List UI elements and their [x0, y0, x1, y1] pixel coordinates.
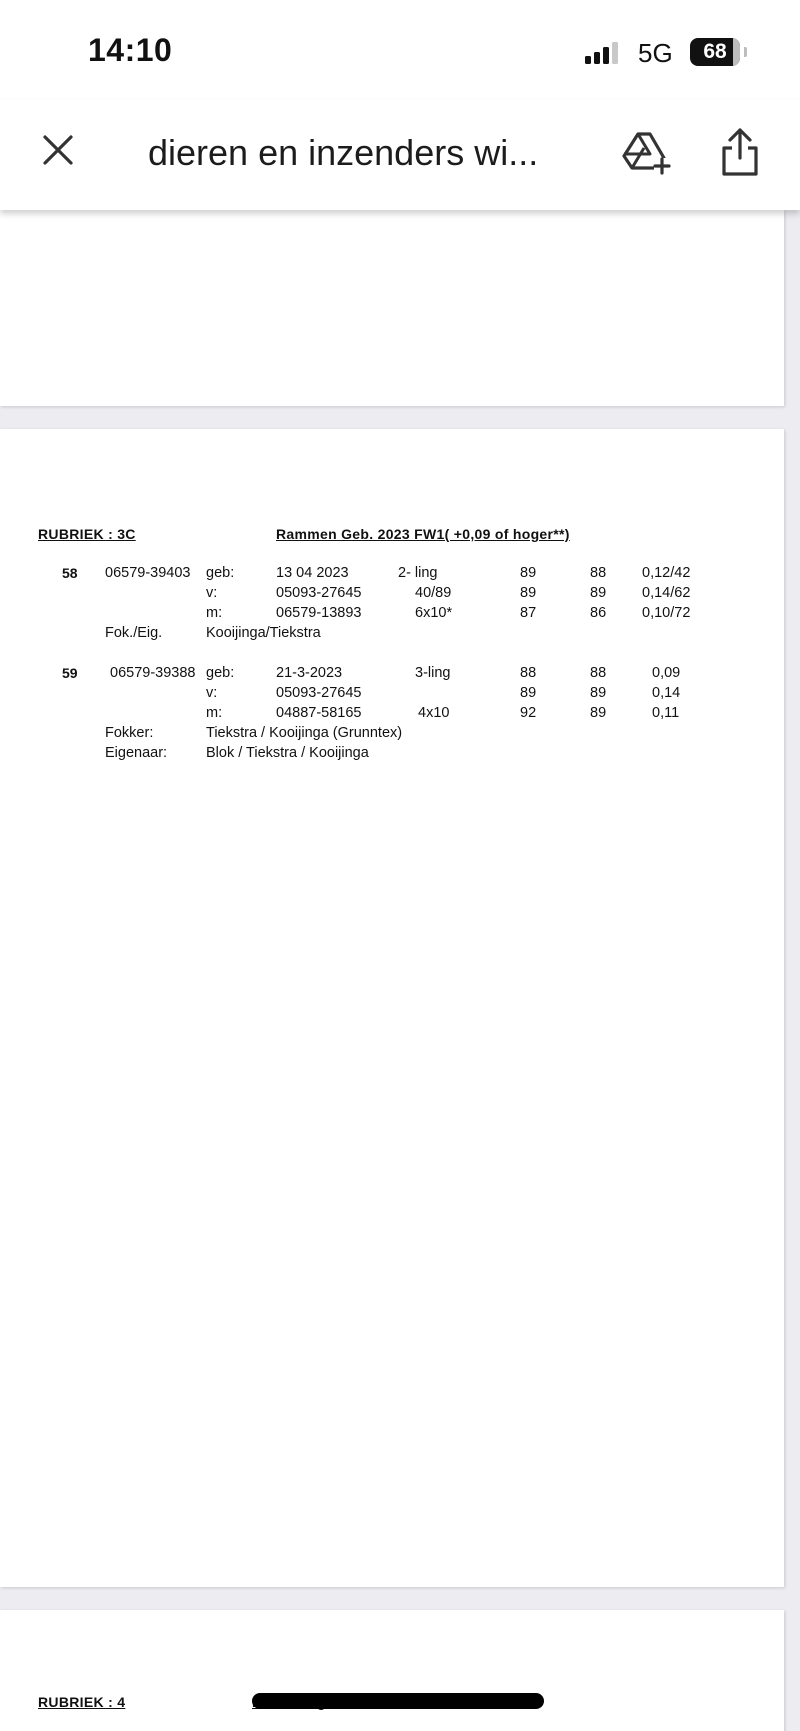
row-score-b: 88 [590, 565, 607, 581]
row-score-a: 92 [520, 705, 537, 721]
row-score-a: 89 [520, 585, 537, 601]
share-button[interactable] [718, 126, 762, 178]
top-app-bar [0, 100, 800, 210]
row-value: 0,12/42 [642, 565, 691, 581]
row-code: 04887-58165 [276, 705, 362, 721]
row-value: 0,10/72 [642, 605, 691, 621]
row-label: m: [206, 705, 223, 721]
add-to-drive-icon [620, 128, 672, 176]
row-code: 21-3-2023 [276, 665, 343, 681]
entry-id: 06579-39388 [110, 665, 196, 681]
share-icon [718, 126, 762, 178]
status-bar [0, 0, 800, 100]
row-code: 05093-27645 [276, 585, 362, 601]
owner-label: Fok./Eig. [105, 625, 163, 641]
redaction-mark [252, 1693, 544, 1709]
row-score-b: 89 [590, 705, 607, 721]
row-score-a: 89 [520, 565, 537, 581]
row-score-a: 87 [520, 605, 537, 621]
battery-level: 68 [703, 40, 727, 63]
rubriek-label: RUBRIEK : 3C [38, 526, 136, 542]
document-title: dieren en inzenders wi... [148, 132, 539, 173]
owner-label: Fokker: [105, 725, 154, 741]
battery-icon [690, 38, 740, 66]
row-value: 0,09 [652, 665, 681, 681]
row-info: 3-ling [415, 665, 451, 681]
document-page [0, 429, 784, 1587]
add-to-drive-button[interactable] [620, 128, 672, 176]
row-score-a: 89 [520, 685, 537, 701]
row-label: v: [206, 685, 218, 701]
row-score-b: 88 [590, 665, 607, 681]
battery-tip [744, 47, 747, 57]
document-page-previous [0, 210, 784, 406]
row-score-b: 89 [590, 685, 607, 701]
row-info: 40/89 [415, 585, 452, 601]
row-info: 2- ling [398, 565, 438, 581]
network-type: 5G [638, 38, 673, 68]
row-info: 4x10 [418, 705, 450, 721]
entry-id: 06579-39403 [105, 565, 191, 581]
row-info: 6x10* [415, 605, 453, 621]
owner-value: Kooijinga/Tiekstra [206, 625, 321, 641]
row-value: 0,14 [652, 685, 681, 701]
row-label: geb: [206, 565, 235, 581]
row-code: 13 04 2023 [276, 565, 349, 581]
rubriek-label: RUBRIEK : 4 [38, 1694, 126, 1710]
entry-number: 58 [62, 565, 78, 581]
clock: 14:10 [88, 32, 173, 68]
entry-number: 59 [62, 665, 78, 681]
close-icon [38, 130, 78, 170]
owner-label: Eigenaar: [105, 745, 168, 761]
owner-value: Tiekstra / Kooijinga (Grunntex) [206, 725, 403, 741]
close-button[interactable] [38, 130, 78, 170]
document-page-next [0, 1610, 784, 1731]
row-code: 05093-27645 [276, 685, 362, 701]
rubriek-heading: Rammen Geb. 2023 FW1( +0,09 of hoger**) [276, 526, 570, 542]
row-value: 0,14/62 [642, 585, 691, 601]
row-label: m: [206, 605, 223, 621]
row-score-b: 86 [590, 605, 607, 621]
owner-value: Blok / Tiekstra / Kooijinga [206, 745, 369, 761]
row-code: 06579-13893 [276, 605, 362, 621]
signal-icon [585, 42, 621, 64]
row-label: geb: [206, 665, 235, 681]
row-score-a: 88 [520, 665, 537, 681]
row-value: 0,11 [652, 705, 680, 721]
row-score-b: 89 [590, 585, 607, 601]
row-label: v: [206, 585, 218, 601]
